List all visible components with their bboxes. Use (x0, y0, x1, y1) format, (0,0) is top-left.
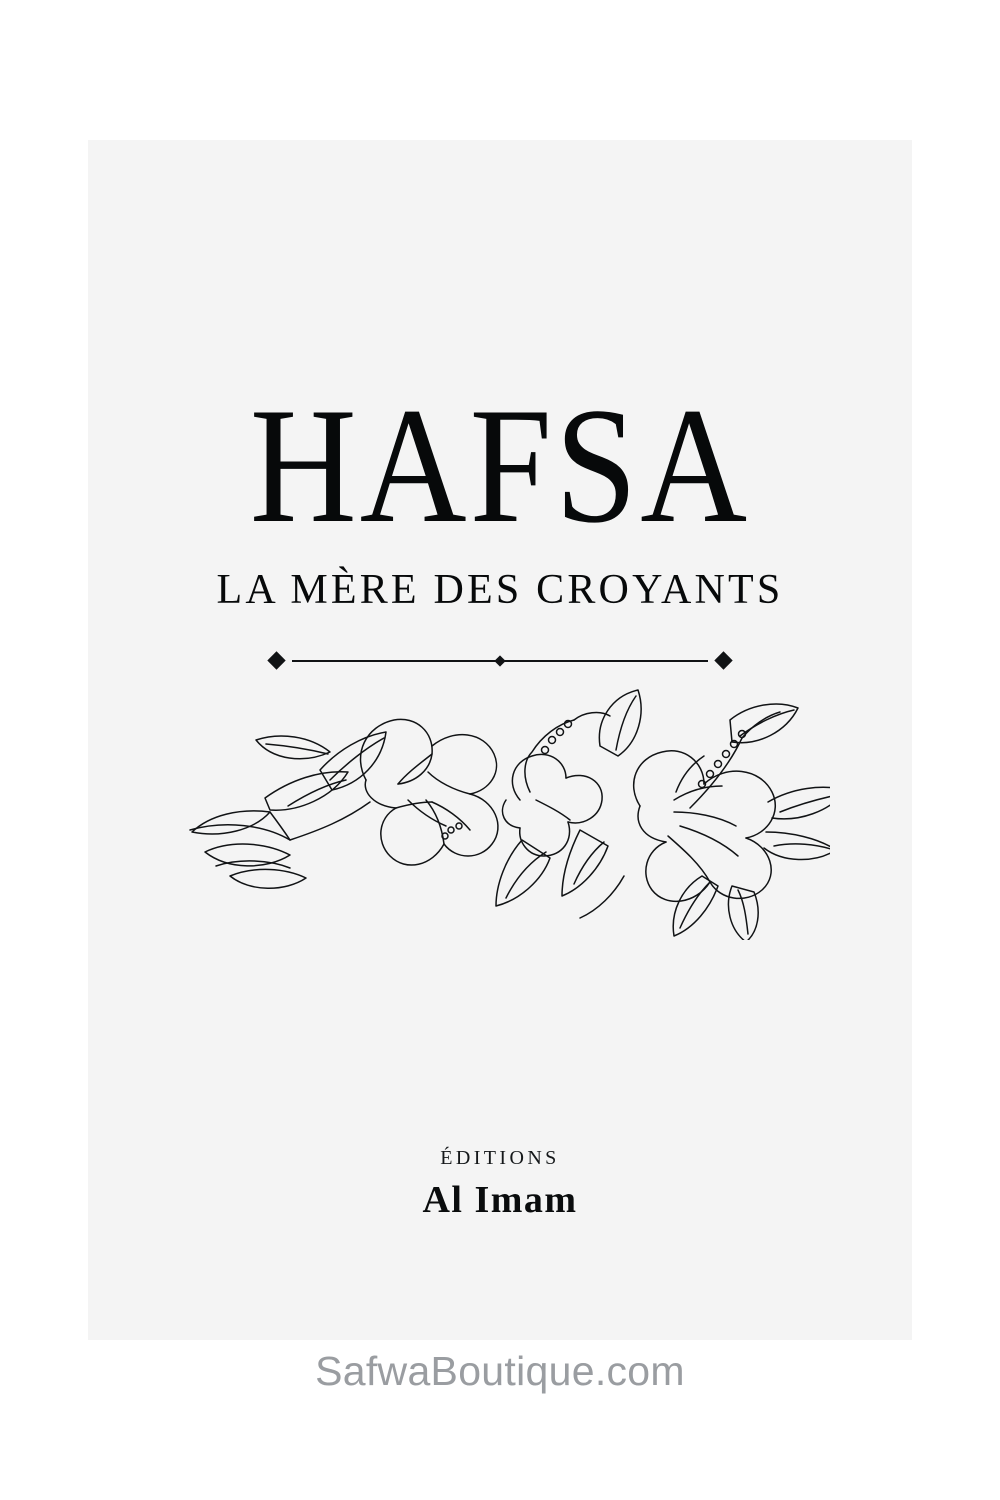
watermark-text: SafwaBoutique.com (315, 1348, 685, 1394)
title-block (88, 374, 912, 614)
page-title: HAFSA (249, 374, 751, 558)
book-subtitle: LA MÈRE DES CROYANTS (216, 567, 784, 614)
diamond-divider-icon (270, 650, 730, 672)
diamond-right-icon (714, 651, 732, 669)
publisher-label: ÉDITIONS (440, 1147, 560, 1169)
publisher-block (88, 1147, 912, 1222)
book-cover (88, 140, 912, 1340)
publisher-name: Al Imam (422, 1179, 578, 1221)
diamond-left-icon (267, 651, 285, 669)
diamond-center-icon (494, 655, 505, 666)
hibiscus-floral-illustration (170, 680, 830, 940)
